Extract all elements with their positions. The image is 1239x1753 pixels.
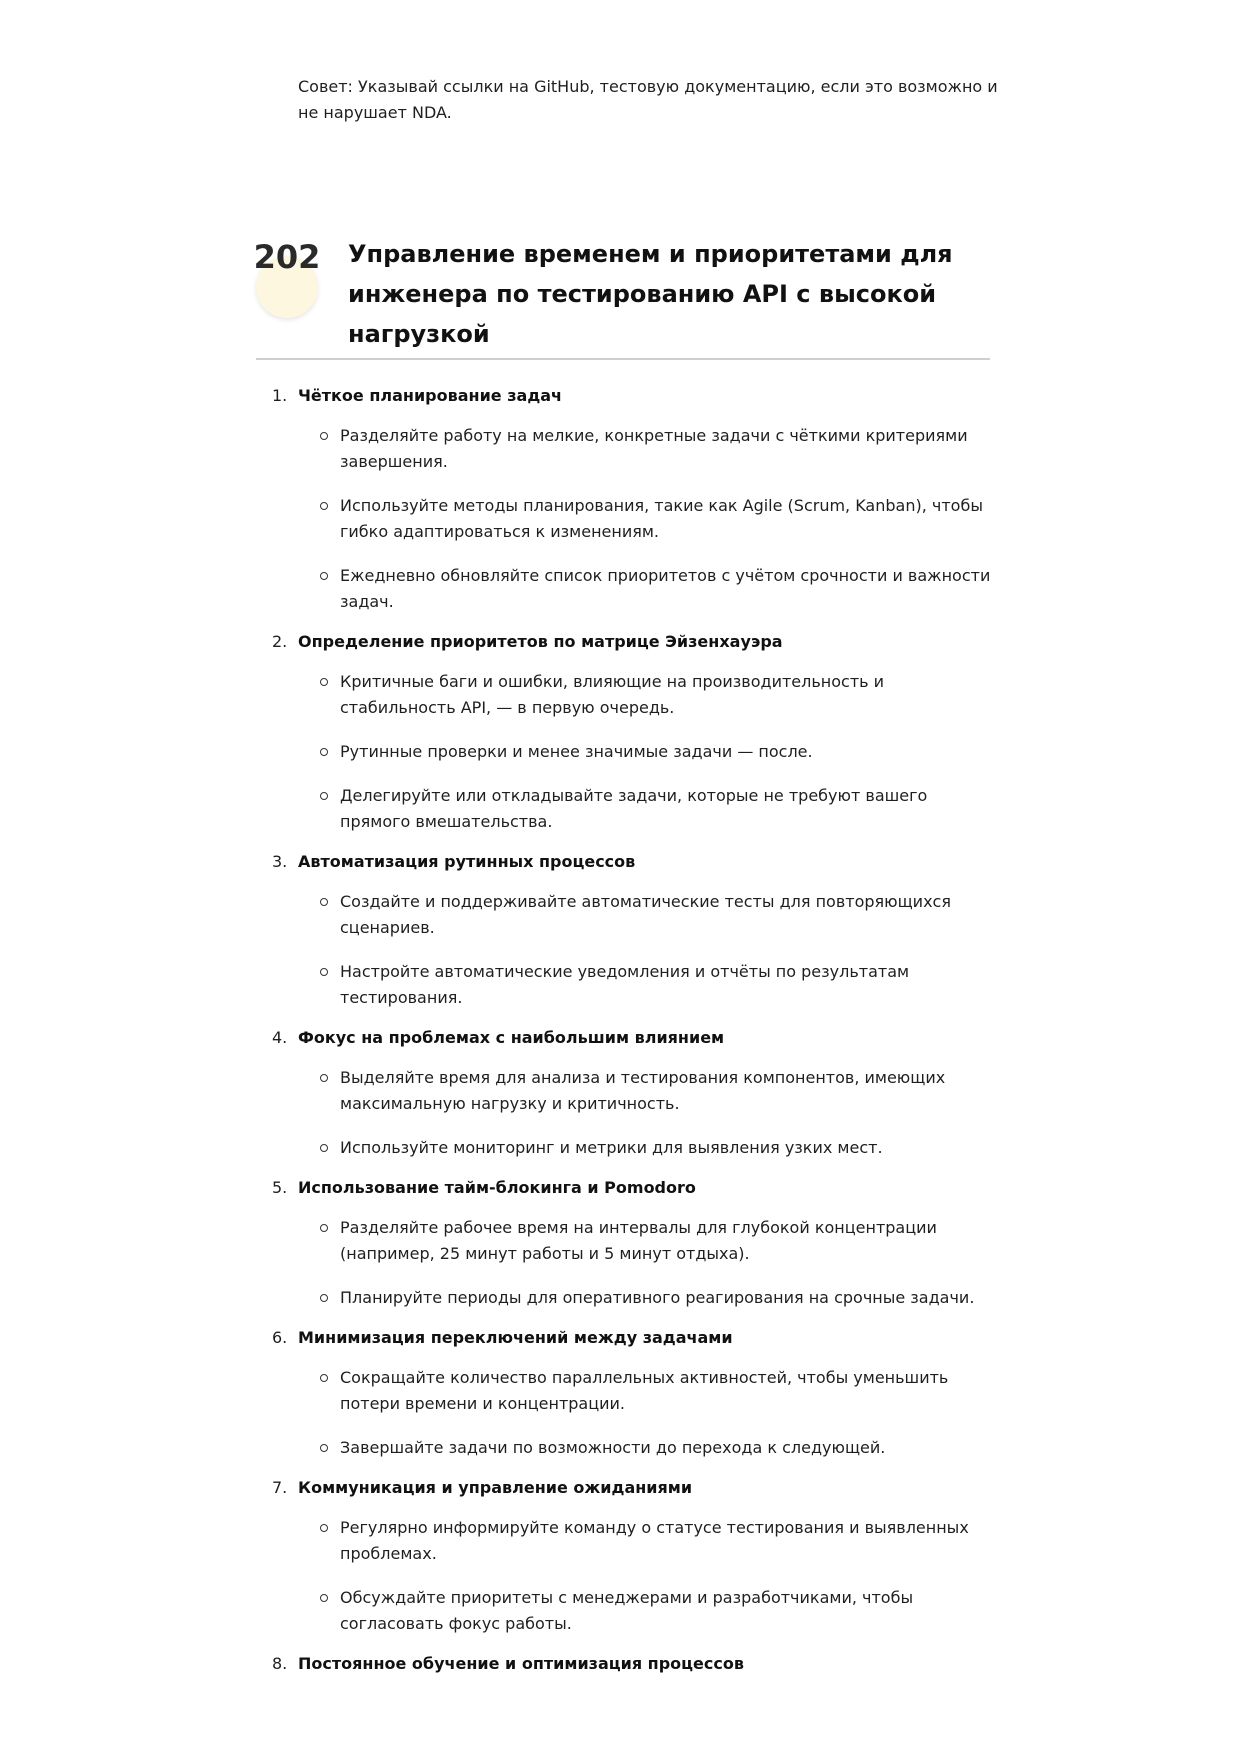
list-item-number: 1. [272,386,288,405]
numbered-list [272,383,998,1691]
sub-list [272,423,998,615]
list-item-title: Чёткое планирование задач [298,386,563,405]
sub-list-item-text: Рутинные проверки и менее значимые задачи — после. [340,742,813,761]
circle-bullet-icon [320,432,328,440]
list-item [272,849,998,1011]
circle-bullet-icon [320,898,328,906]
circle-bullet-icon [320,678,328,686]
sub-list-item [320,1435,998,1461]
tip-paragraph: Совет: Указывай ссылки на GitHub, тестовую документацию, если это возможно и не нарушает NDA. [298,77,998,122]
sub-list-item [320,1135,998,1161]
section-number: 202 [253,238,321,276]
list-item-title: Постоянное обучение и оптимизация процессов [298,1654,744,1673]
sub-list-item [320,1585,998,1637]
section-header [253,226,990,360]
sub-list-item [320,739,998,765]
sub-list-item [320,1365,998,1417]
list-item-heading [272,1475,998,1501]
sub-list-item-text: Ежедневно обновляйте список приоритетов с учётом срочности и важности задач. [340,566,991,611]
sub-list [272,1215,998,1311]
sub-list [272,669,998,835]
list-item-heading [272,1651,998,1677]
sub-list-item [320,669,998,721]
circle-bullet-icon [320,1374,328,1382]
list-item-number: 4. [272,1028,288,1047]
sub-list-item [320,1515,998,1567]
sub-list-item-text: Регулярно информируйте команду о статусе тестирования и выявленных проблемах. [340,1518,969,1563]
list-item-heading [272,849,998,875]
circle-bullet-icon [320,572,328,580]
sub-list-item-text: Создайте и поддерживайте автоматические тесты для повторяющихся сценариев. [340,892,951,937]
list-item-title: Определение приоритетов по матрице Эйзенхауэра [298,632,783,651]
list-item-title: Автоматизация рутинных процессов [298,852,636,871]
sub-list-item-text: Выделяйте время для анализа и тестирования компонентов, имеющих максимальную нагрузку и критичность. [340,1068,946,1113]
sub-list-item [320,1285,998,1311]
sub-list-item [320,423,998,475]
sub-list [272,1365,998,1461]
list-item-heading [272,1025,998,1051]
sub-list-item-text: Используйте методы планирования, такие как Agile (Scrum, Kanban), чтобы гибко адаптироваться к изменениям. [340,496,983,541]
sub-list-item-text: Делегируйте или откладывайте задачи, которые не требуют вашего прямого вмешательства. [340,786,928,831]
list-item-heading [272,1325,998,1351]
sub-list-item-text: Критичные баги и ошибки, влияющие на производительность и стабильность API, — в первую очередь. [340,672,885,717]
circle-bullet-icon [320,1144,328,1152]
circle-bullet-icon [320,748,328,756]
sub-list [272,889,998,1011]
list-item-number: 6. [272,1328,288,1347]
circle-bullet-icon [320,968,328,976]
circle-bullet-icon [320,1294,328,1302]
sub-list-item-text: Завершайте задачи по возможности до перехода к следующей. [340,1438,886,1457]
list-item-heading [272,383,998,409]
list-item [272,1025,998,1161]
circle-bullet-icon [320,1444,328,1452]
list-item-title: Минимизация переключений между задачами [298,1328,733,1347]
sub-list-item [320,959,998,1011]
list-item-number: 2. [272,632,288,651]
sub-list-item [320,563,998,615]
sub-list-item-text: Сокращайте количество параллельных активностей, чтобы уменьшить потери времени и концентрации. [340,1368,949,1413]
circle-bullet-icon [320,1594,328,1602]
sub-list-item [320,889,998,941]
section-title: Управление временем и приоритетами для инженера по тестированию API с высокой нагрузкой [348,240,953,348]
sub-list-item-text: Разделяйте работу на мелкие, конкретные задачи с чёткими критериями завершения. [340,426,968,471]
list-item [272,1651,998,1677]
list-item-title: Коммуникация и управление ожиданиями [298,1478,693,1497]
list-item [272,1325,998,1461]
circle-bullet-icon [320,502,328,510]
sub-list-item-text: Планируйте периоды для оперативного реагирования на срочные задачи. [340,1288,975,1307]
list-item-title: Фокус на проблемах с наибольшим влиянием [298,1028,725,1047]
sub-list-item [320,783,998,835]
sub-list-item-text: Используйте мониторинг и метрики для выявления узких мест. [340,1138,883,1157]
list-item-number: 3. [272,852,288,871]
sub-list [272,1065,998,1161]
circle-bullet-icon [320,1074,328,1082]
sub-list-item [320,493,998,545]
list-item-number: 7. [272,1478,288,1497]
list-item-title: Использование тайм-блокинга и Pomodoro [298,1178,696,1197]
list-item-number: 5. [272,1178,288,1197]
sub-list [272,1515,998,1637]
list-item [272,629,998,835]
list-item-heading [272,1175,998,1201]
circle-bullet-icon [320,792,328,800]
sub-list-item [320,1065,998,1117]
list-item-heading [272,629,998,655]
list-item [272,1475,998,1637]
list-item-number: 8. [272,1654,288,1673]
circle-bullet-icon [320,1224,328,1232]
circle-bullet-icon [320,1524,328,1532]
list-item [272,383,998,615]
list-item [272,1175,998,1311]
sub-list-item-text: Настройте автоматические уведомления и отчёты по результатам тестирования. [340,962,910,1007]
sub-list-item [320,1215,998,1267]
sub-list-item-text: Обсуждайте приоритеты с менеджерами и разработчиками, чтобы согласовать фокус работы. [340,1588,914,1633]
sub-list-item-text: Разделяйте рабочее время на интервалы для глубокой концентрации (например, 25 минут работы и 5 минут отдыха). [340,1218,937,1263]
